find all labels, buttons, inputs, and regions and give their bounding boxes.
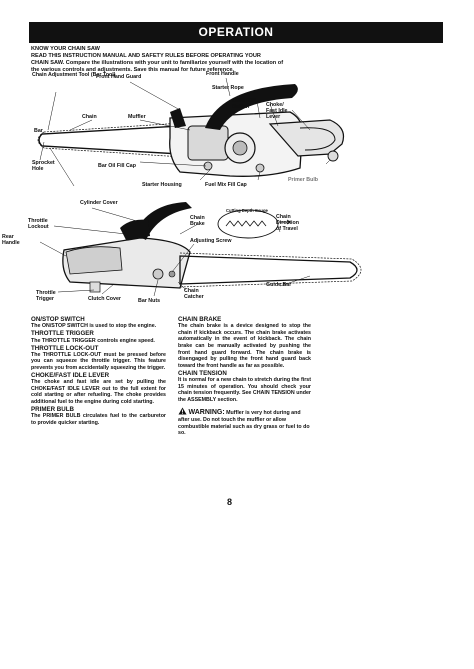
label-adjusting-screw: Adjusting Screw — [190, 238, 232, 244]
label-chain-adjustment-tool: Chain Adjustment Tool (Bar Tool) — [32, 72, 116, 78]
label-primer-bulb: Primer Bulb — [288, 177, 319, 183]
intro-heading: KNOW YOUR CHAIN SAW — [31, 46, 100, 52]
right-text-column — [178, 316, 311, 437]
heading-throttle-lockout: THROTTLE LOCK-OUT — [31, 344, 99, 352]
label-cylinder-cover: Cylinder Cover — [80, 200, 118, 206]
warning-block — [178, 407, 311, 436]
text-chain-tension: It is normal for a new chain to stretch during the first 15 minutes of operation. You should check your chain tension frequently. See CHAIN TENSION under the ASSEMBLY section. — [178, 377, 311, 403]
label-starter-housing: Starter Housing — [142, 182, 182, 188]
text-primer-bulb: The PRIMER BULB circulates fuel to the carburetor to provide quicker starting. — [31, 413, 166, 426]
label-chain: Chain — [82, 114, 97, 120]
label-chain-catcher: Chain Catcher — [184, 288, 204, 300]
label-clutch-cover: Clutch Cover — [88, 296, 121, 302]
heading-primer-bulb: PRIMER BULB — [31, 406, 74, 414]
heading-chain-tension: CHAIN TENSION — [178, 369, 227, 377]
label-throttle-lockout: Throttle Lockout — [28, 218, 49, 230]
label-bar: Bar — [34, 128, 43, 134]
chainsaw-illustration-bottom — [30, 200, 440, 310]
section-title-bar — [29, 22, 443, 43]
heading-on-stop-switch: ON/STOP SWITCH — [31, 316, 85, 323]
intro-line-3: CHAIN SAW. Compare the illustrations with your unit to familiarize yourself with the location of — [31, 60, 284, 66]
heading-throttle-trigger: THROTTLE TRIGGER — [31, 330, 94, 338]
chainsaw-diagram-top — [30, 68, 440, 198]
label-throttle-trigger: Throttle Trigger — [36, 290, 56, 302]
label-rear-handle: Rear Handle — [2, 234, 20, 246]
heading-choke-fast-idle: CHOKE/FAST IDLE LEVER — [31, 372, 110, 380]
text-throttle-lockout: The THROTTLE LOCK-OUT must be pressed before you can squeeze the throttle trigger. This feature prevents you from accidentally squeezing the trigger. — [31, 351, 166, 371]
warning-triangle-icon — [178, 407, 187, 415]
label-on-stop-switch: ON/STOP Switch — [232, 98, 256, 110]
label-front-handle: Front Handle — [206, 71, 239, 77]
chainsaw-diagram-bottom — [2, 200, 440, 310]
section-title: OPERATION — [198, 25, 274, 39]
warning-title: WARNING: — [188, 409, 225, 417]
label-bar-oil-fill-cap: Bar Oil Fill Cap — [98, 163, 136, 169]
label-choke-fast-idle-lever: Choke/ Fast Idle Lever — [266, 102, 288, 120]
text-throttle-trigger: The THROTTLE TRIGGER controls engine speed. — [31, 337, 155, 344]
intro-line-2: READ THIS INSTRUCTION MANUAL AND SAFETY RULES BEFORE OPERATING YOUR — [31, 53, 261, 59]
label-sprocket-hole: Sprocket Hole — [32, 160, 55, 172]
label-muffler: Muffler — [128, 114, 146, 120]
intro-line-4: the various controls and adjustments. Save this manual for future reference. — [31, 67, 234, 73]
label-bar-nuts: Bar Nuts — [138, 298, 161, 304]
label-guide-bar: Guide Bar — [266, 282, 292, 288]
label-chain-direction-of-travel: Chain Direction of Travel — [276, 214, 299, 232]
page-number: 8 — [227, 497, 233, 507]
label-chain-brake: Chain Brake — [190, 215, 205, 227]
left-text-column — [31, 316, 166, 427]
text-choke-fast-idle: The choke and fast idle are set by pulling the CHOKE/FAST IDLE LEVER out to the full extent for cold starting or after refueling. The choke provides additional fuel to the engine during cold starting. — [31, 379, 166, 406]
heading-chain-brake: CHAIN BRAKE — [178, 316, 222, 323]
warning-text: Muffler is very hot during and after use. Do not touch the muffler or allow combustible material such as dry grass or fuel to do so. — [178, 410, 310, 437]
label-starter-rope: Starter Rope — [212, 85, 244, 91]
label-cutting-depth-gauge: Cutting Depth Gauge — [226, 208, 268, 213]
label-fuel-mix-fill-cap: Fuel Mix Fill Cap — [205, 182, 247, 188]
text-on-stop-switch: The ON/STOP SWITCH is used to stop the engine. — [31, 323, 157, 330]
text-chain-brake: The chain brake is a device designed to stop the chain if kickback occurs. The chain brake activates automatically in the event of kickback. The chain brake can be manually activated by pushing the front hand guard forward. The chain brake is disengaged by pulling the front hand guard back toward the front handle as far as possible. — [178, 323, 311, 369]
label-front-hand-guard: Front Hand Guard — [96, 74, 142, 80]
